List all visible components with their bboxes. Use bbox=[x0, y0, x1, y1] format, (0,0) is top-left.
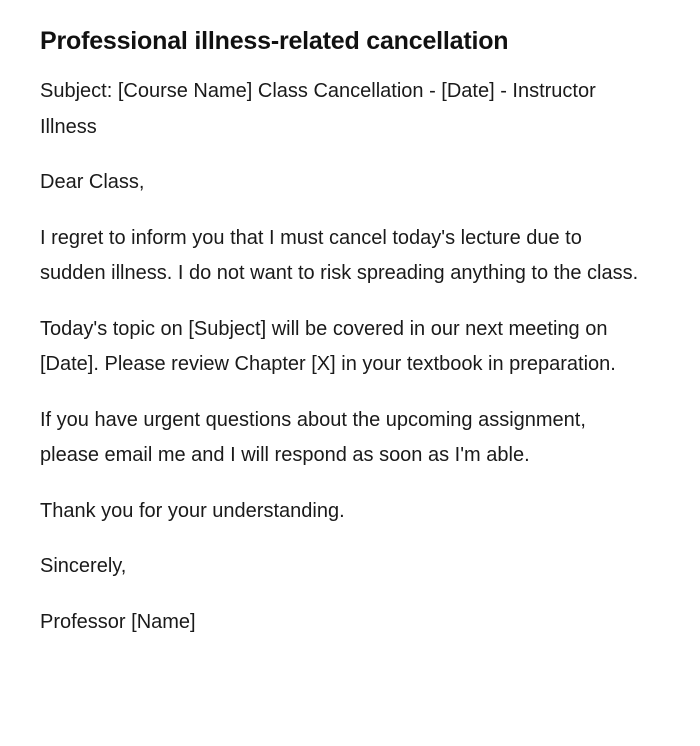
greeting: Dear Class, bbox=[40, 171, 145, 193]
body-paragraph-cancellation: I regret to inform you that I must cancel today's lecture due to sudden illness. I do not want to risk spreading anything to the class. bbox=[40, 226, 639, 284]
signature: Professor [Name] bbox=[40, 610, 196, 633]
page-title: Professional illness-related cancellation bbox=[40, 27, 509, 55]
body-paragraph-next-meeting: Today's topic on [Subject] will be covered in our next meeting on [Date]. Please review Chapter [X] in your textbook in preparation. bbox=[40, 317, 616, 375]
email-subject-line: Subject: [Course Name] Class Cancellation - [Date] - Instructor Illness bbox=[40, 80, 596, 138]
letter-template bbox=[40, 24, 640, 640]
closing-thanks: Thank you for your understanding. bbox=[40, 499, 345, 522]
sign-off: Sincerely, bbox=[40, 555, 127, 577]
body-paragraph-questions: If you have urgent questions about the upcoming assignment, please email me and I will respond as soon as I'm able. bbox=[40, 408, 586, 466]
